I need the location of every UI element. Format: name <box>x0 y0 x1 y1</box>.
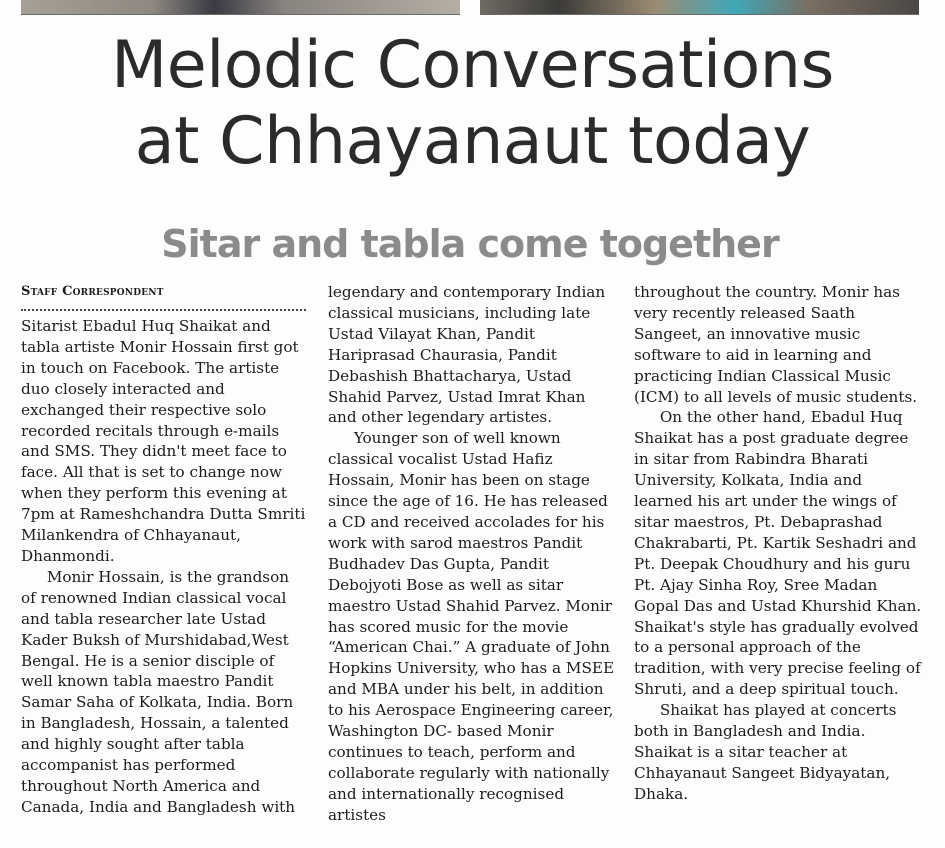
article-column-1 <box>21 282 306 818</box>
byline-divider <box>21 309 306 311</box>
headline <box>0 28 945 180</box>
article-paragraph: throughout the country. Monir has very recently released Saath Sangeet, an innovative music software to aid in learning and practicing Indian Classical Music (ICM) to all levels of music students. <box>634 283 918 406</box>
article-paragraph: Shaikat has played at concerts both in Bangladesh and India. Shaikat is a sitar teacher at Chhayanaut Sangeet Bidyayatan, Dhaka. <box>634 701 897 803</box>
headline-line-2: at Chhayanaut today <box>134 104 811 179</box>
article-paragraph: Younger son of well known classical vocalist Ustad Hafiz Hossain, Monir has been on stage since the age of 16. He has released a CD and received accolades for his work with sarod maestros Pandit Budhadev Das Gupta, Pandit Debojyoti Bose as well as sitar maestro Ustad Shahid Parvez. Monir has scored music for the movie “American Chai.” A graduate of John Hopkins University, who has a MSEE and MBA under his belt, in addition to his Aerospace Engineering career, Washington DC- based Monir continues to teach, perform and collaborate regularly with nationally and internationally recognised artistes <box>328 429 615 824</box>
photo-left <box>21 0 460 15</box>
photo-right <box>480 0 919 15</box>
article-paragraph: On the other hand, Ebadul Huq Shaikat has a post graduate degree in sitar from Rabindra Bharati University, Kolkata, India and learned his art under the wings of sitar maestros, Pt. Debaprashad Chakrabarti, Pt. Kartik Seshadri and Pt. Deepak Choudhury and his guru Pt. Ajay Sinha Roy, Sree Madan Gopal Das and Ustad Khurshid Khan. Shaikat's style has gradually evolved to a personal approach of the tradition, with very precise feeling of Shruti, and a deep spiritual touch. <box>634 408 922 699</box>
byline: Staff Correspondent <box>21 284 164 299</box>
article-column-2 <box>328 282 618 826</box>
article-paragraph: Monir Hossain, is the grandson of renowned Indian classical vocal and tabla researcher late Ustad Kader Buksh of Murshidabad,West Bengal. He is a senior disciple of well known tabla maestro Pandit Samar Saha of Kolkata, India. Born in Bangladesh, Hossain, a talented and highly sought after tabla accompanist has performed throughout North America and Canada, India and Bangladesh with <box>21 567 296 816</box>
headline-line-1: Melodic Conversations <box>111 28 834 103</box>
article-column-3 <box>634 282 924 805</box>
subheadline: Sitar and tabla come together <box>161 222 779 266</box>
article-paragraph: legendary and contemporary Indian classical musicians, including late Ustad Vilayat Khan, Pandit Hariprasad Chaurasia, Pandit Debashish Bhattacharya, Ustad Shahid Parvez, Ustad Imrat Khan and other legendary artistes. <box>328 283 606 427</box>
article-paragraph: Sitarist Ebadul Huq Shaikat and tabla artiste Monir Hossain first got in touch on Facebook. The artiste duo closely interacted and exchanged their respective solo recorded recitals through e-mails and SMS. They didn't meet face to face. All that is set to change now when they perform this evening at 7pm at Rameshchandra Dutta Smriti Milankendra of Chhayanaut, Dhanmondi. <box>21 317 306 565</box>
